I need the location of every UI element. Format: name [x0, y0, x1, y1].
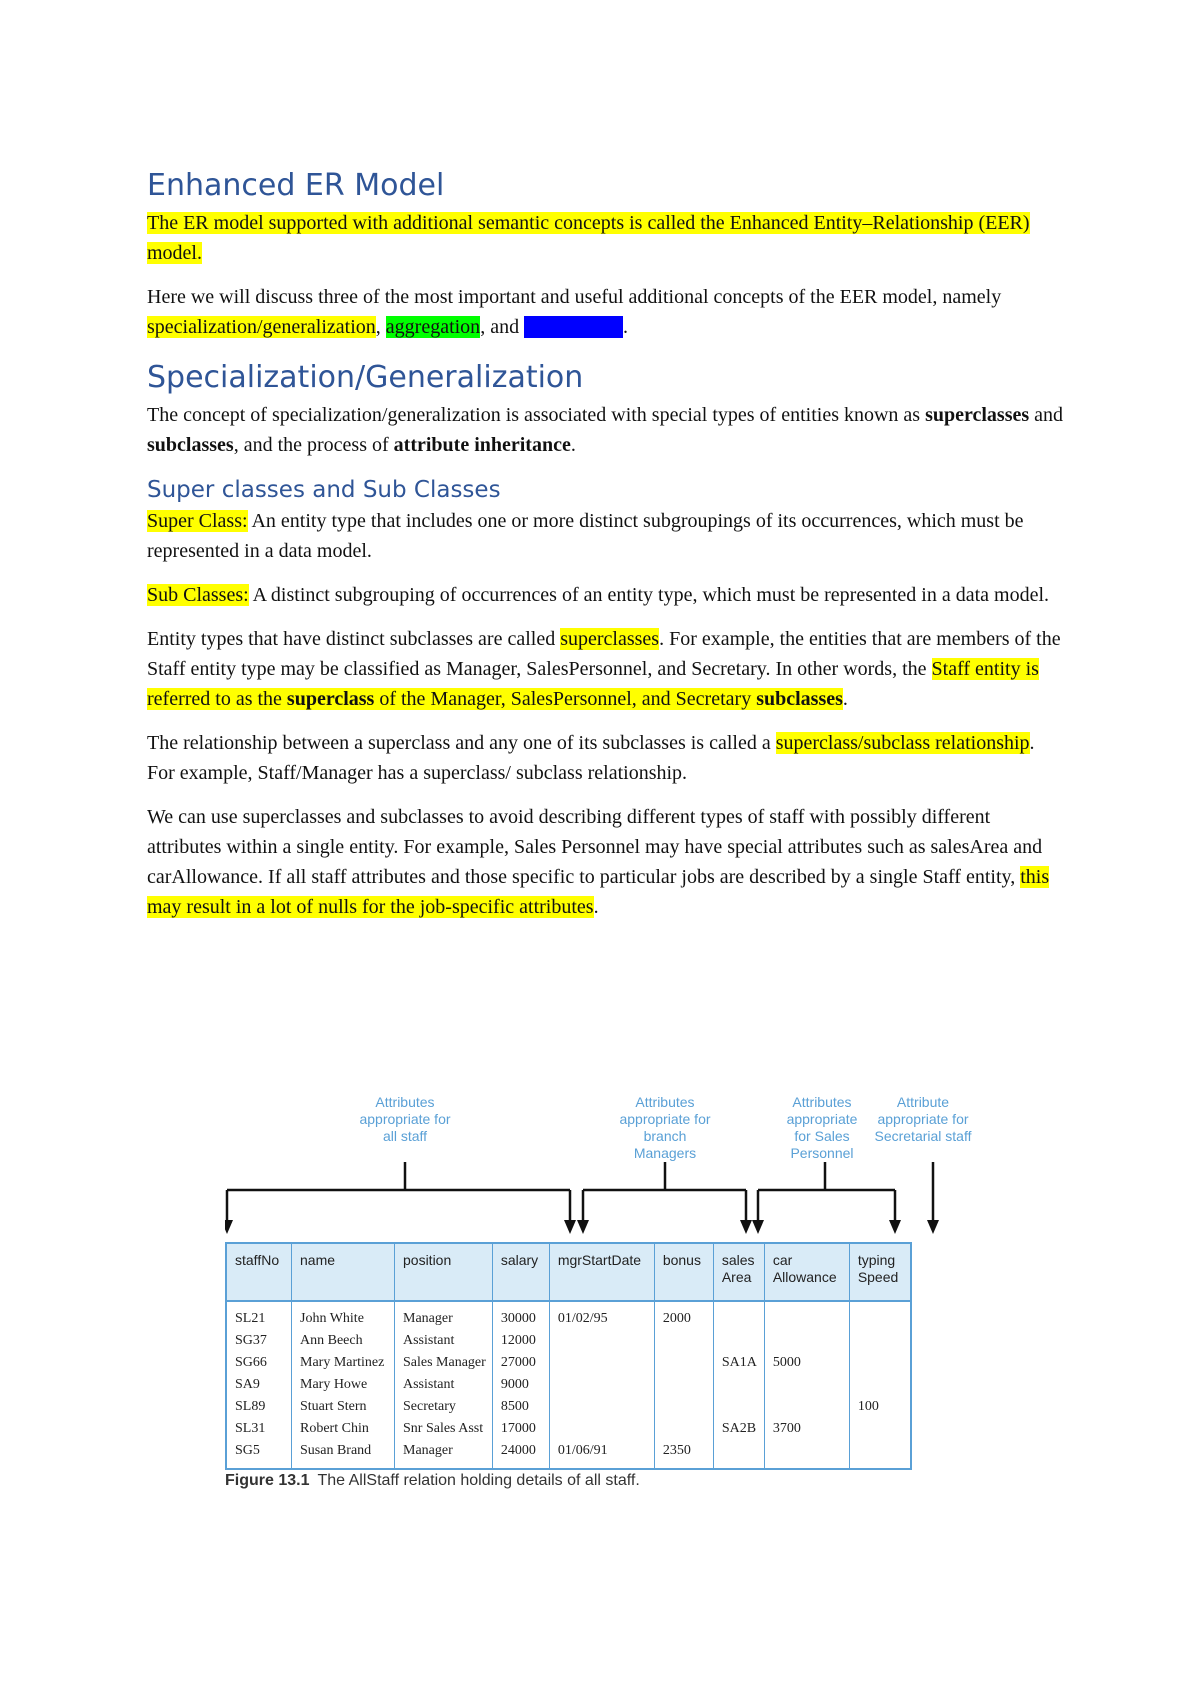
table-cell: 3700 — [764, 1418, 849, 1440]
table-cell — [764, 1301, 849, 1330]
table-cell — [549, 1352, 654, 1374]
table-row — [226, 1301, 911, 1330]
table-cell: Mary Martinez — [292, 1352, 395, 1374]
table-cell: 8500 — [492, 1396, 549, 1418]
annotation-all-staff: Attributes appropriate for all staff — [359, 1094, 451, 1144]
table-cell — [654, 1418, 713, 1440]
highlight-aggregation: aggregation — [385, 316, 481, 338]
table-cell: Manager — [395, 1440, 493, 1469]
table-cell: SL31 — [235, 1421, 266, 1436]
table-cell: SA2B — [713, 1418, 764, 1440]
table-cell: Ann Beech — [292, 1330, 395, 1352]
intro-paragraph-2: Here we will discuss three of the most important and useful additional concepts of the EER model, namely specialization/generalization, aggregation, and composition. — [147, 286, 1002, 338]
table-row — [226, 1352, 911, 1374]
table-cell — [764, 1396, 849, 1418]
annotation-secretarial: Attribute appropriate for Secretarial staff — [874, 1094, 972, 1144]
table-cell: Assistant — [395, 1330, 493, 1352]
table-row — [226, 1396, 911, 1418]
title-enhanced-er-model: Enhanced ER Model — [147, 168, 445, 203]
table-cell: Manager — [395, 1301, 493, 1330]
table-cell: Assistant — [395, 1374, 493, 1396]
table-cell: Susan Brand — [292, 1440, 395, 1469]
col-salary: salary — [492, 1243, 549, 1301]
intro-paragraph-1 — [147, 208, 1067, 268]
table-cell: 2000 — [654, 1301, 713, 1330]
col-bonus: bonus — [654, 1243, 713, 1301]
col-name: name — [292, 1243, 395, 1301]
table-cell: 30000 — [492, 1301, 549, 1330]
table-cell — [713, 1396, 764, 1418]
table-cell — [849, 1330, 911, 1352]
table-cell — [849, 1301, 911, 1330]
highlight-composition: composition — [524, 316, 623, 338]
table-cell: 17000 — [492, 1418, 549, 1440]
super-class-definition: Super Class: An entity type that includes one or more distinct subgroupings of its occurrences, which must be represented in a data model. — [147, 510, 1024, 562]
avoid-nulls-paragraph: We can use superclasses and subclasses to avoid describing different types of staff with possibly different attributes within a single entity. For example, Sales Personnel may have special attributes such as salesArea and carAllowance. If all staff attributes and those specific to particular jobs are described by a single Staff entity, this may result in a lot of nulls for the job-specific attributes. — [147, 806, 1050, 918]
table-cell: 01/06/91 — [549, 1440, 654, 1469]
allstaff-table — [225, 1242, 912, 1470]
sub-class-definition: Sub Classes: A distinct subgrouping of occurrences of an entity type, which must be represented in a data model. — [147, 584, 1050, 606]
col-salesarea: sales Area — [713, 1243, 764, 1301]
table-cell — [654, 1396, 713, 1418]
heading-specialization-generalization: Specialization/Generalization — [147, 360, 584, 395]
table-header-row — [226, 1243, 911, 1301]
sub-class-label: Sub Classes: — [147, 584, 249, 606]
table-cell: SA9 — [235, 1377, 260, 1392]
highlight-specialization: specialization/generalization — [147, 316, 376, 338]
intro-highlight: The ER model supported with additional semantic concepts is called the Enhanced Entity–Relationship (EER) model. — [147, 212, 1030, 264]
table-cell: 12000 — [492, 1330, 549, 1352]
table-cell: 01/02/95 — [549, 1301, 654, 1330]
table-cell — [764, 1440, 849, 1469]
table-cell — [849, 1418, 911, 1440]
table-cell: SG37 — [235, 1333, 267, 1348]
table-cell — [654, 1374, 713, 1396]
col-typingspeed: typing Speed — [849, 1243, 911, 1301]
super-class-label: Super Class: — [147, 510, 248, 532]
table-cell: 2350 — [654, 1440, 713, 1469]
col-mgrstartdate: mgrStartDate — [549, 1243, 654, 1301]
heading-super-sub-classes: Super classes and Sub Classes — [147, 477, 501, 503]
table-cell: Stuart Stern — [292, 1396, 395, 1418]
document-body — [147, 166, 1067, 936]
table-row — [226, 1440, 911, 1469]
table-cell — [764, 1374, 849, 1396]
table-cell: 27000 — [492, 1352, 549, 1374]
table-cell — [549, 1396, 654, 1418]
table-cell — [654, 1330, 713, 1352]
table-cell — [764, 1330, 849, 1352]
annotation-sales-personnel: Attributes appropriate for Sales Personnel — [786, 1094, 858, 1161]
table-cell: John White — [292, 1301, 395, 1330]
table-cell — [849, 1352, 911, 1374]
table-cell: Robert Chin — [292, 1418, 395, 1440]
table-cell — [549, 1418, 654, 1440]
table-row — [226, 1374, 911, 1396]
table-cell: SG66 — [235, 1355, 267, 1370]
col-position: position — [395, 1243, 493, 1301]
figure-allstaff — [225, 1094, 985, 1514]
figure-caption: Figure 13.1 The AllStaff relation holding details of all staff. — [225, 1472, 640, 1489]
table-cell — [654, 1352, 713, 1374]
table-cell — [549, 1374, 654, 1396]
col-staffno: staffNo — [226, 1243, 292, 1301]
table-cell: 5000 — [764, 1352, 849, 1374]
table-cell: 24000 — [492, 1440, 549, 1469]
table-cell — [713, 1440, 764, 1469]
table-cell: SL21 — [235, 1311, 266, 1326]
table-cell: Secretary — [395, 1396, 493, 1418]
col-carallowance: car Allowance — [764, 1243, 849, 1301]
table-cell — [713, 1330, 764, 1352]
table-cell — [549, 1330, 654, 1352]
table-cell: Mary Howe — [292, 1374, 395, 1396]
table-cell — [849, 1440, 911, 1469]
entity-types-paragraph: Entity types that have distinct subclasses are called superclasses. For example, the entities that are members of the Staff entity type may be classified as Manager, SalesPersonnel, and Secretary. In other words, the Staff entity is referred to as the superclass of the Manager, SalesPersonnel, and Secretary subclasses. — [147, 628, 1061, 710]
table-cell — [713, 1301, 764, 1330]
table-cell — [849, 1374, 911, 1396]
table-row — [226, 1330, 911, 1352]
table-cell: 9000 — [492, 1374, 549, 1396]
table-cell: SL89 — [235, 1399, 266, 1414]
table-cell: Snr Sales Asst — [395, 1418, 493, 1440]
annotation-branch-managers: Attributes appropriate for branch Managers — [619, 1094, 711, 1161]
table-cell — [713, 1374, 764, 1396]
table-row — [226, 1418, 911, 1440]
relationship-paragraph: The relationship between a superclass and any one of its subclasses is called a superclass/subclass relationship. For example, Staff/Manager has a superclass/ subclass relationship. — [147, 732, 1035, 784]
table-cell: Sales Manager — [395, 1352, 493, 1374]
table-cell: SG5 — [235, 1443, 260, 1458]
table-cell: 100 — [849, 1396, 911, 1418]
bracket-arrows — [225, 1094, 985, 1244]
table-cell: SA1A — [713, 1352, 764, 1374]
spec-paragraph: The concept of specialization/generalization is associated with special types of entities known as superclasses and subclasses, and the process of attribute inheritance. — [147, 404, 1064, 456]
